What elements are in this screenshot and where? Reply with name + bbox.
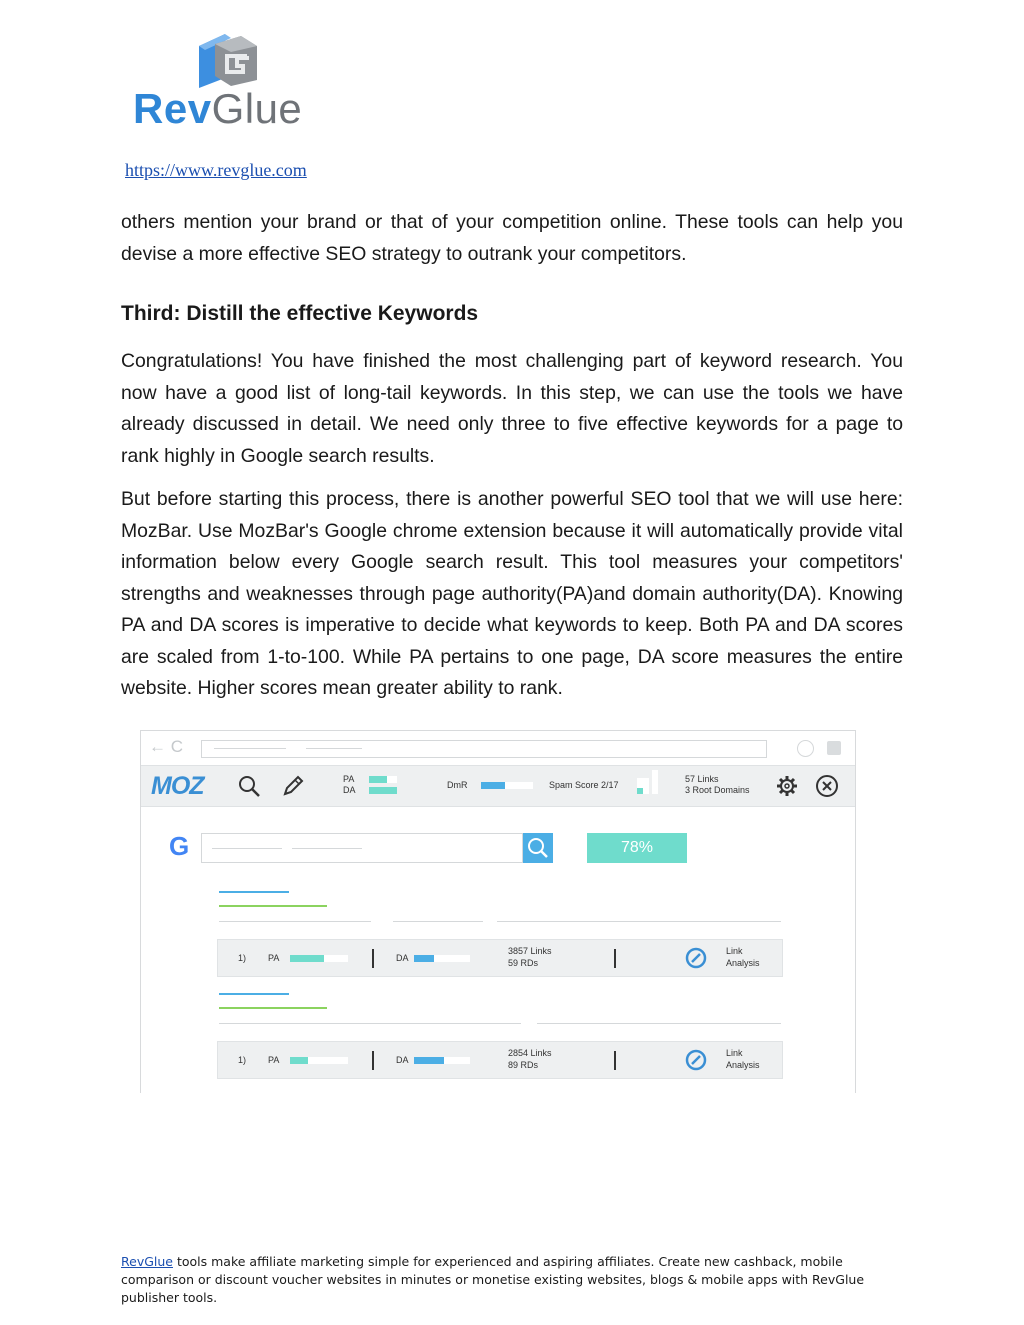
mozbar-illustration (140, 730, 856, 1092)
search-icon (237, 774, 261, 798)
da-label: DA (343, 785, 356, 795)
link-analysis-icon[interactable] (684, 1048, 708, 1072)
result-row (217, 1041, 783, 1079)
score-percent: 78% (587, 833, 687, 863)
square-icon (827, 741, 841, 755)
paragraph-mozbar: But before starting this process, there is another powerful SEO tool that we will use here: MozBar. Use MozBar's Google chrome extension because it will automatically provide vital information below every Google search result. This tool measures your competitors' strengths and weaknesses through page authority(PA)and domain authority(DA). Knowing PA and DA scores is imperative to decide what keywords to keep. Both PA and DA scores are scaled from 1-to-100. While PA pertains to one page, DA score measures the entire website. Higher scores mean greater ability to rank. (121, 488, 903, 699)
links-count: 57 Links (685, 774, 719, 784)
spam-score: Spam Score 2/17 (549, 780, 619, 790)
logo-rev-text: Rev (133, 85, 212, 132)
site-url-link[interactable]: https://www.revglue.com (125, 160, 307, 180)
circle-icon (797, 740, 814, 757)
search-button[interactable] (523, 833, 553, 863)
search-input[interactable] (201, 833, 523, 863)
pa-label: PA (343, 774, 355, 784)
moz-logo: MOZ (151, 772, 204, 800)
section-heading: Third: Distill the effective Keywords (121, 302, 479, 325)
browser-toolbar (141, 731, 855, 765)
search-icon (523, 833, 553, 863)
pencil-icon (281, 774, 305, 798)
root-domains-count: 3 Root Domains (685, 785, 750, 795)
result-links: 3857 Links (508, 946, 552, 956)
gear-icon[interactable] (775, 774, 799, 798)
dmr-label: DmR (447, 780, 468, 790)
revglue-cube-icon (191, 32, 261, 88)
close-icon[interactable] (815, 774, 839, 798)
google-search-row (141, 805, 855, 875)
address-bar (201, 740, 767, 758)
result-da-label: DA (396, 1055, 409, 1065)
result-rds: 59 RDs (508, 958, 539, 968)
link-analysis-icon[interactable] (684, 946, 708, 970)
link-analysis-label-2[interactable]: Analysis (726, 1060, 760, 1070)
revglue-wordmark (133, 85, 303, 132)
link-analysis-label[interactable]: Link (726, 1048, 743, 1058)
footer-revglue-link[interactable]: RevGlue (121, 1254, 173, 1269)
footer-description: tools make affiliate marketing simple for experienced and aspiring affiliates. Create new cashback, mobile comparison or discount voucher websites in minutes or monetise existing websites, blogs & mobile apps with RevGlue publisher tools. (121, 1254, 865, 1305)
link-analysis-label-2[interactable]: Analysis (726, 958, 760, 968)
result-pa-label: PA (268, 953, 280, 963)
intro-paragraph: others mention your brand or that of your competition online. These tools can help you devise a more effective SEO strategy to outrank your competitors. (121, 211, 903, 265)
mozbar-toolbar (141, 765, 855, 807)
result-pa-label: PA (268, 1055, 280, 1065)
result-da-label: DA (396, 953, 409, 963)
google-logo: G (169, 831, 190, 861)
result-rds: 89 RDs (508, 1060, 539, 1070)
paragraph-congratulations: Congratulations! You have finished the most challenging part of keyword research. You now have a good list of long-tail keywords. In this step, we can use the tools we have already discussed in detail. We need only three to five effective keywords for a page to rank highly in Google search results. (121, 350, 903, 467)
footer-text (121, 1253, 911, 1307)
result-rank: 1) (238, 1055, 247, 1065)
link-analysis-label[interactable]: Link (726, 946, 743, 956)
result-rank: 1) (238, 953, 247, 963)
logo-glue-text: Glue (211, 85, 303, 132)
back-refresh-icon: ← C (149, 737, 183, 756)
result-links: 2854 Links (508, 1048, 552, 1058)
result-row (217, 939, 783, 977)
revglue-logo[interactable] (133, 32, 333, 132)
browser-window (140, 730, 856, 1093)
